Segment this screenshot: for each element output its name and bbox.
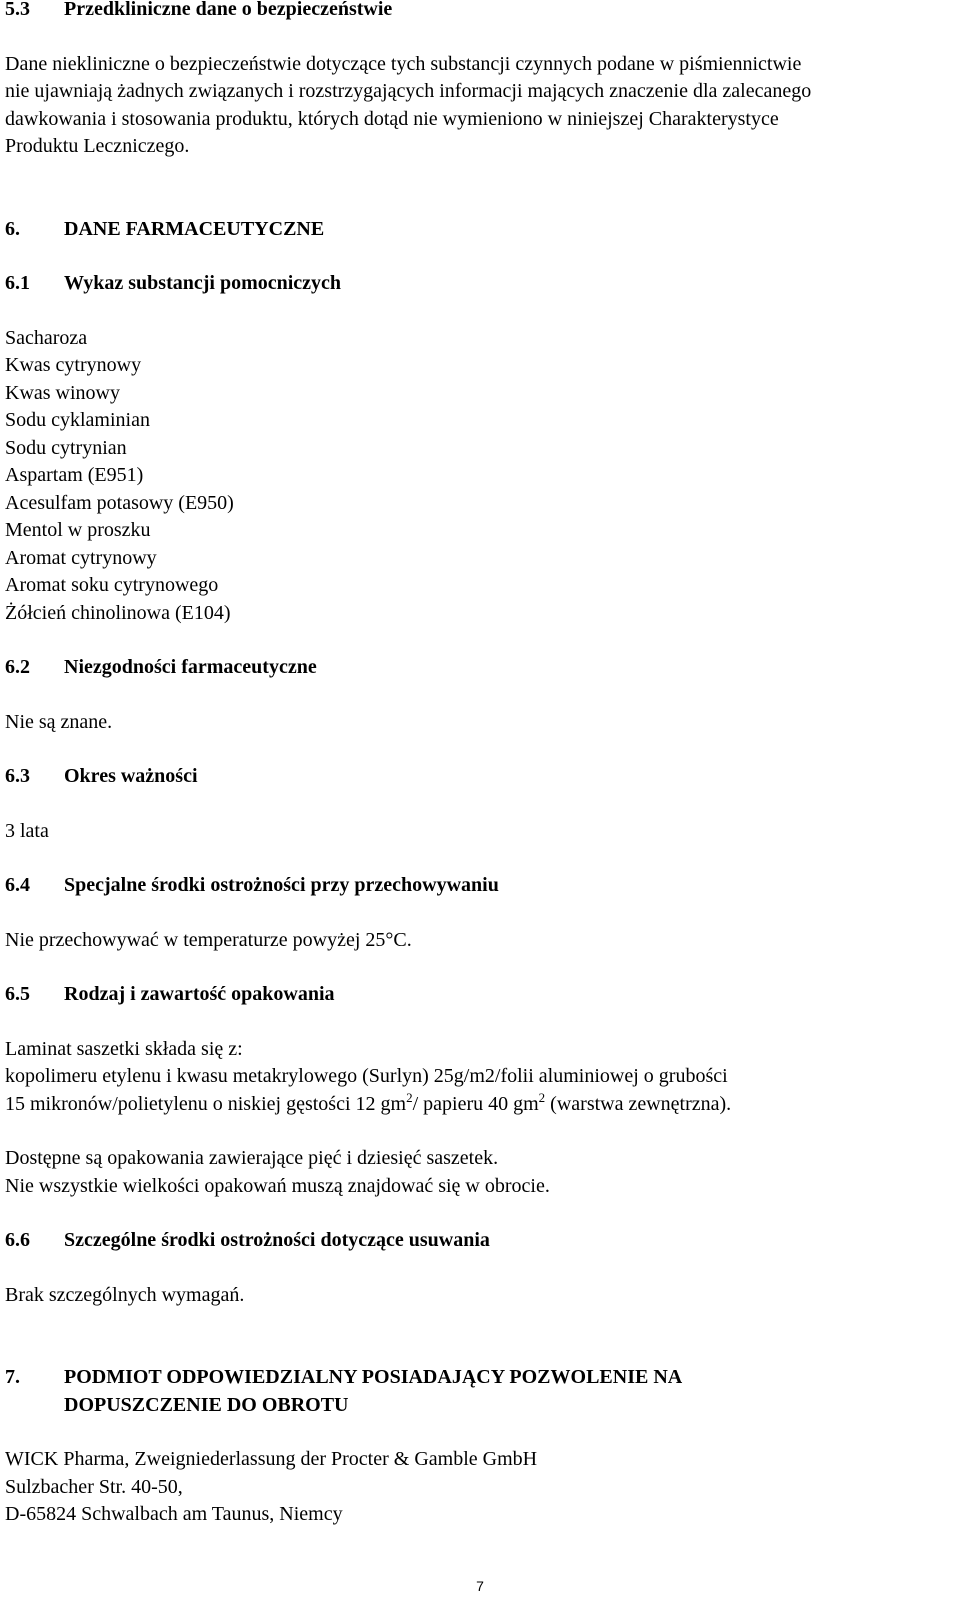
section-number: 5.3 bbox=[5, 0, 30, 20]
text-run: / papieru 40 gm bbox=[412, 1092, 539, 1115]
superscript: 2 bbox=[406, 1089, 413, 1105]
section-6-5-heading bbox=[5, 981, 945, 1009]
section-title: Szczególne środki ostrożności dotyczące usuwania bbox=[64, 1229, 490, 1251]
section-5-3-paragraph bbox=[5, 51, 945, 161]
section-6-3-heading bbox=[5, 763, 945, 791]
list-item: Sodu cyklaminian bbox=[5, 409, 150, 431]
section-title bbox=[64, 1364, 945, 1419]
section-number: 6.5 bbox=[5, 983, 30, 1005]
section-title: Niezgodności farmaceutyczne bbox=[64, 656, 317, 678]
page-number: 7 bbox=[476, 1578, 484, 1594]
paragraph-line bbox=[5, 1091, 945, 1119]
paragraph-line: Nie wszystkie wielkości opakowań muszą znajdować się w obrocie. bbox=[5, 1174, 550, 1197]
section-6-1-heading bbox=[5, 270, 945, 298]
list-item: Aromat soku cytrynowego bbox=[5, 574, 219, 596]
paragraph-line: Produktu Leczniczego. bbox=[5, 135, 190, 157]
address-line: Sulzbacher Str. 40-50, bbox=[5, 1475, 183, 1498]
section-title: Specjalne środki ostrożności przy przechowywaniu bbox=[64, 874, 499, 896]
paragraph-line: Laminat saszetki składa się z: bbox=[5, 1037, 243, 1060]
section-number: 6.2 bbox=[5, 656, 30, 678]
section-number: 6.4 bbox=[5, 874, 30, 896]
address-line: WICK Pharma, Zweigniederlassung der Procter & Gamble GmbH bbox=[5, 1448, 538, 1470]
list-item: Sodu cytrynian bbox=[5, 436, 127, 459]
section-title-line: DOPUSZCZENIE DO OBROTU bbox=[64, 1393, 349, 1416]
section-title-line: PODMIOT ODPOWIEDZIALNY POSIADAJĄCY POZWOLENIE NA bbox=[64, 1366, 683, 1388]
list-item: Acesulfam potasowy (E950) bbox=[5, 491, 234, 514]
section-6-3-text: 3 lata bbox=[5, 819, 49, 842]
section-title: Rodzaj i zawartość opakowania bbox=[64, 983, 335, 1005]
list-item: Mentol w proszku bbox=[5, 519, 151, 541]
paragraph-line: nie ujawniają żadnych związanych i rozstrzygających informacji mających znaczenie dla zalecanego bbox=[5, 80, 812, 102]
excipients-list bbox=[5, 325, 945, 628]
section-number: 6.3 bbox=[5, 765, 30, 787]
section-6-5-availability bbox=[5, 1145, 945, 1200]
text-run: (warstwa zewnętrzna). bbox=[545, 1092, 732, 1115]
section-6-2-text: Nie są znane. bbox=[5, 710, 113, 733]
paragraph-line: kopolimeru etylenu i kwasu metakrylowego (Surlyn) 25g/m2/folii aluminiowej o grubości bbox=[5, 1065, 728, 1087]
list-item: Żółcień chinolinowa (E104) bbox=[5, 601, 231, 624]
document-page bbox=[5, 0, 945, 1529]
section-title: DANE FARMACEUTYCZNE bbox=[64, 217, 325, 240]
section-6-6-heading bbox=[5, 1227, 945, 1255]
section-6-2-heading bbox=[5, 654, 945, 682]
list-item: Aspartam (E951) bbox=[5, 464, 144, 486]
list-item: Kwas cytrynowy bbox=[5, 354, 142, 376]
section-title: Przedkliniczne dane o bezpieczeństwie bbox=[64, 0, 393, 20]
section-number: 6. bbox=[5, 217, 20, 240]
paragraph-line: dawkowania i stosowania produktu, których dotąd nie wymieniono w niniejszej Charakterystyce bbox=[5, 107, 779, 130]
section-number: 6.6 bbox=[5, 1229, 30, 1251]
section-6-4-text: Nie przechowywać w temperaturze powyżej 25°C. bbox=[5, 928, 412, 951]
section-6-5-packaging bbox=[5, 1036, 945, 1119]
section-7-heading bbox=[5, 1364, 945, 1419]
marketing-authorisation-holder-address bbox=[5, 1446, 945, 1529]
address-line: D-65824 Schwalbach am Taunus, Niemcy bbox=[5, 1503, 343, 1525]
list-item: Sacharoza bbox=[5, 326, 88, 349]
text-run: 15 mikronów/polietylenu o niskiej gęstości 12 gm bbox=[5, 1092, 407, 1115]
paragraph-line: Dostępne są opakowania zawierające pięć i dziesięć saszetek. bbox=[5, 1147, 499, 1169]
list-item: Aromat cytrynowy bbox=[5, 546, 157, 569]
section-5-3-heading bbox=[5, 0, 945, 24]
section-6-4-heading bbox=[5, 872, 945, 900]
section-number: 7. bbox=[5, 1366, 20, 1388]
superscript: 2 bbox=[538, 1089, 546, 1105]
paragraph-line: Dane niekliniczne o bezpieczeństwie dotyczące tych substancji czynnych podane w piśmiennictwie bbox=[5, 52, 802, 75]
list-item: Kwas winowy bbox=[5, 381, 120, 404]
section-6-6-text: Brak szczególnych wymagań. bbox=[5, 1283, 245, 1306]
section-number: 6.1 bbox=[5, 272, 30, 294]
section-title: Wykaz substancji pomocniczych bbox=[64, 272, 342, 294]
section-6-heading bbox=[5, 216, 945, 244]
section-title: Okres ważności bbox=[64, 765, 198, 787]
